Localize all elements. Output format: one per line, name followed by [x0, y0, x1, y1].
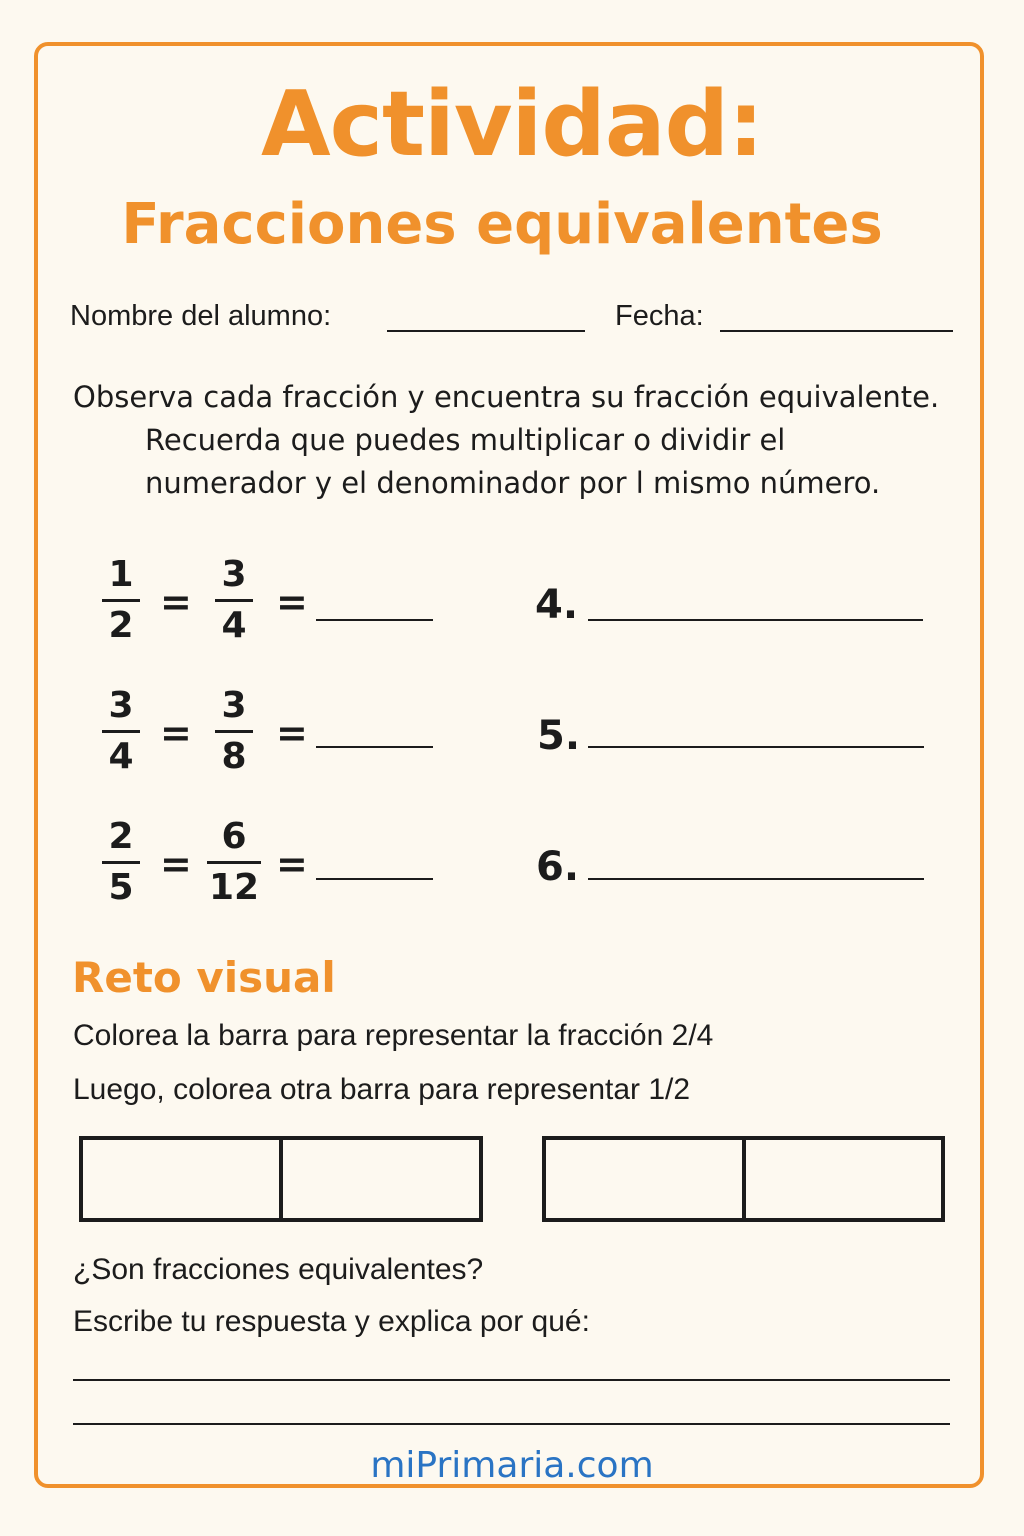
fraction-bar-segment[interactable]	[742, 1140, 942, 1218]
explanation-line-2[interactable]	[73, 1423, 950, 1425]
student-name-field[interactable]	[387, 330, 585, 332]
fraction-1b-bar	[215, 599, 253, 602]
fraction-3b	[203, 815, 265, 910]
fraction-3a-bar	[102, 861, 140, 864]
fraction-2b-bar	[215, 730, 253, 733]
fraction-bar-segment[interactable]	[279, 1140, 479, 1218]
date-field[interactable]	[720, 330, 953, 332]
answer-5-field[interactable]	[588, 746, 924, 748]
fraction-bar-left	[79, 1136, 483, 1222]
student-name-label: Nombre del alumno:	[70, 300, 332, 332]
instructions-line-1: Observa cada fracción y encuentra su fracción equivalente.	[73, 380, 940, 414]
challenge-question: ¿Son fracciones equivalentes?	[73, 1253, 484, 1286]
challenge-prompt: Escribe tu respuesta y explica por qué:	[73, 1305, 590, 1338]
date-label: Fecha:	[615, 300, 704, 332]
fraction-3a	[98, 815, 144, 910]
fraction-1a-numerator: 1	[108, 554, 134, 595]
fraction-2a	[98, 684, 144, 779]
fraction-3b-bar	[207, 861, 261, 864]
challenge-line-1: Colorea la barra para representar la fracción 2/4	[73, 1019, 714, 1052]
equals-sign: =	[160, 842, 192, 886]
equals-sign: =	[276, 842, 308, 886]
footer-site-link[interactable]: miPrimaria.com	[370, 1445, 654, 1486]
fraction-1b-numerator: 3	[221, 554, 247, 595]
instructions-line-3: numerador y el denominador por l mismo número.	[145, 466, 881, 500]
fraction-2b-denominator: 8	[221, 736, 247, 777]
fraction-2a-denominator: 4	[108, 736, 134, 777]
fraction-3b-denominator: 12	[208, 867, 260, 908]
exercise-1-answer-field[interactable]	[316, 619, 433, 621]
fraction-bar-right	[542, 1136, 945, 1222]
fraction-2b	[211, 684, 257, 779]
fraction-3b-numerator: 6	[221, 816, 247, 857]
answer-6-field[interactable]	[588, 878, 924, 880]
fraction-1a	[98, 553, 144, 648]
fraction-2a-numerator: 3	[108, 685, 134, 726]
fraction-1b	[211, 553, 257, 648]
fraction-bar-segment[interactable]	[83, 1140, 279, 1218]
answer-4-field[interactable]	[588, 619, 923, 621]
fraction-2a-bar	[102, 730, 140, 733]
challenge-line-2: Luego, colorea otra barra para representar 1/2	[73, 1073, 691, 1106]
section-title-challenge: Reto visual	[72, 953, 336, 1002]
exercise-3-answer-field[interactable]	[316, 878, 433, 880]
equals-sign: =	[160, 711, 192, 755]
instructions-line-2: Recuerda que puedes multiplicar o dividir el	[145, 423, 786, 457]
page-title: Actividad:	[261, 72, 763, 177]
exercise-2-answer-field[interactable]	[316, 746, 433, 748]
item-number-5: 5.	[537, 713, 581, 759]
equals-sign: =	[276, 580, 308, 624]
fraction-1a-denominator: 2	[108, 605, 134, 646]
explanation-line-1[interactable]	[73, 1379, 950, 1381]
fraction-3a-numerator: 2	[108, 816, 134, 857]
item-number-4: 4.	[535, 582, 579, 628]
equals-sign: =	[276, 711, 308, 755]
fraction-2b-numerator: 3	[221, 685, 247, 726]
equals-sign: =	[160, 580, 192, 624]
page-subtitle: Fracciones equivalentes	[121, 192, 883, 257]
item-number-6: 6.	[536, 844, 580, 890]
fraction-1a-bar	[102, 599, 140, 602]
fraction-3a-denominator: 5	[108, 867, 134, 908]
fraction-1b-denominator: 4	[221, 605, 247, 646]
fraction-bar-segment[interactable]	[546, 1140, 742, 1218]
